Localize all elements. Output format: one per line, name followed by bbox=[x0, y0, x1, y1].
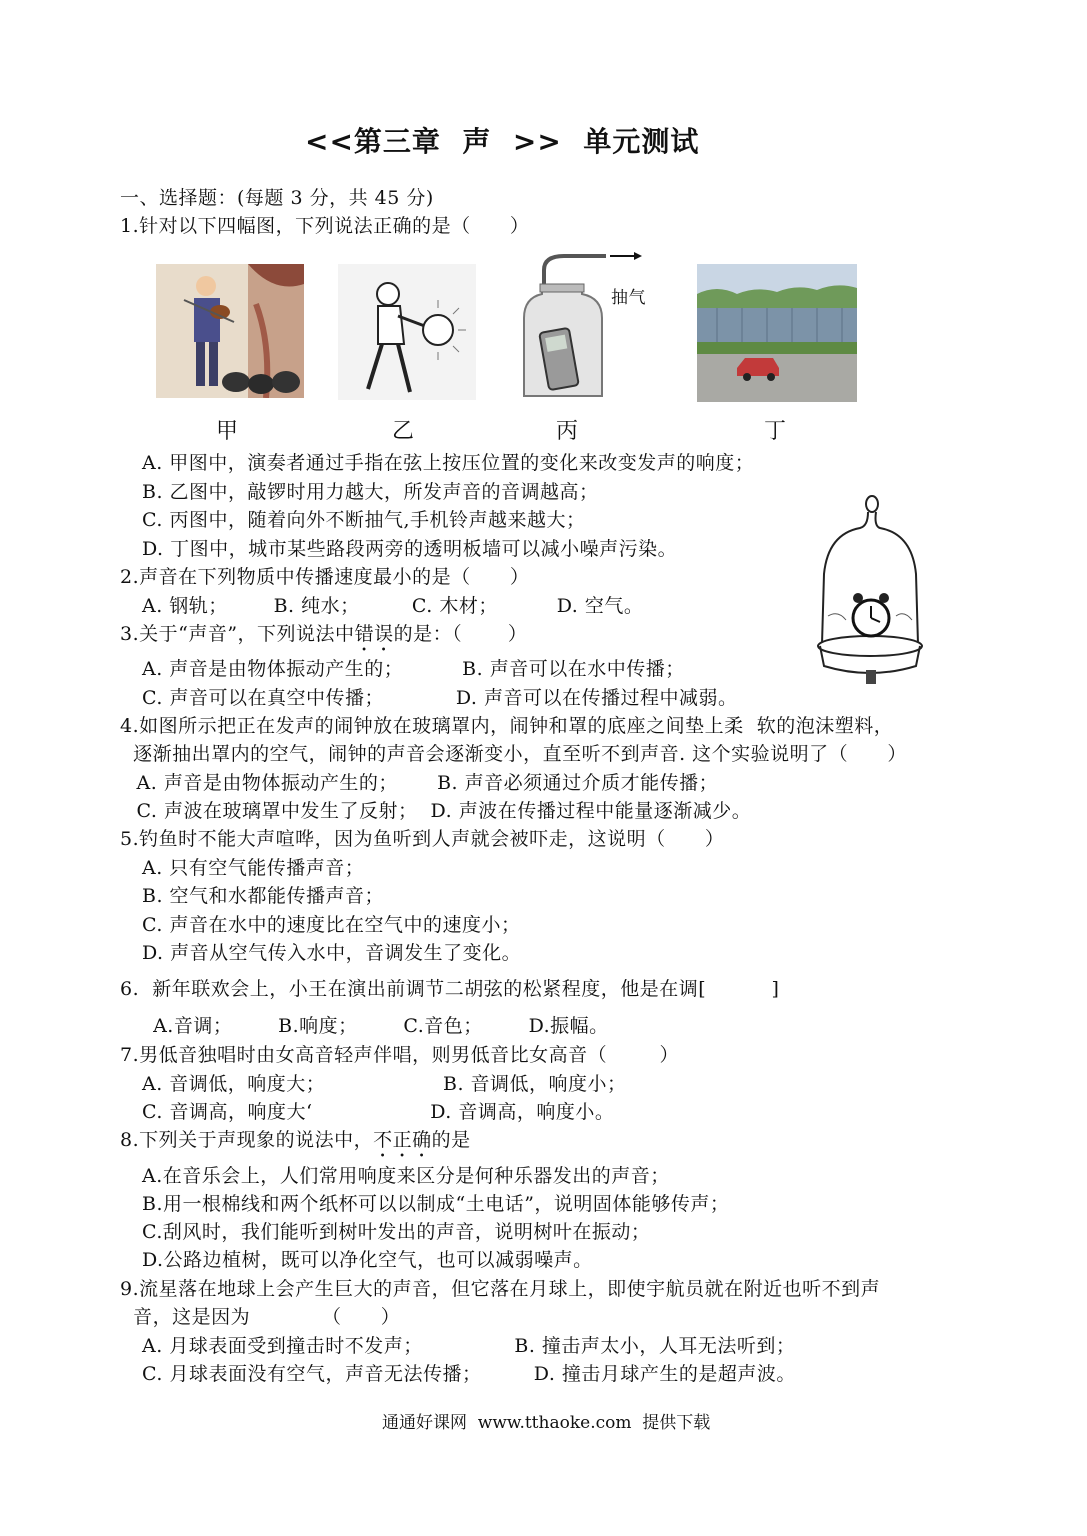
caption-yi: 乙 bbox=[392, 419, 415, 444]
question-8-option-d: D.公路边植树，既可以净化空气，也可以减弱噪声。 bbox=[142, 1249, 593, 1271]
question-9-options-cd: C. 月球表面没有空气，声音无法传播； D. 撞击月球产生的是超声波。 bbox=[142, 1363, 796, 1385]
caption-jia: 甲 bbox=[216, 419, 239, 444]
question-9-stem-line2: 音，这是因为 （ ） bbox=[120, 1306, 401, 1328]
question-3-emphasis: 错误 bbox=[354, 623, 394, 645]
question-8-option-c: C.刮风时，我们能听到树叶发出的声音，说明树叶在振动； bbox=[142, 1221, 651, 1243]
question-8-option-b: B.用一根棉线和两个纸杯可以以制成“土电话”，说明固体能够传声； bbox=[142, 1193, 730, 1215]
question-8-stem-post: 的是 bbox=[431, 1129, 471, 1151]
question-4-options-ab: A. 声音是由物体振动产生的； B. 声音必须通过介质才能传播； bbox=[130, 772, 719, 794]
question-6-options: A.音调； B.响度； C.音色； D.振幅。 bbox=[140, 1015, 609, 1037]
question-1-option-d: D. 丁图中，城市某些路段两旁的透明板墙可以减小噪声污染。 bbox=[142, 538, 678, 560]
caption-bing: 丙 bbox=[556, 419, 579, 444]
question-4-stem-line1: 4.如图所示把正在发声的闹钟放在玻璃罩内，闹钟和罩的底座之间垫上柔 软的泡沫塑料， bbox=[120, 715, 894, 737]
caption-ding: 丁 bbox=[764, 419, 787, 444]
page-title: <<第三章 声 >> 单元测试 bbox=[305, 125, 700, 158]
question-3-stem-pre: 3.关于“声音”，下列说法中 bbox=[120, 623, 355, 645]
question-9-options-ab: A. 月球表面受到撞击时不发声； B. 撞击声太小，人耳无法听到； bbox=[142, 1335, 796, 1357]
question-5-option-c: C. 声音在水中的速度比在空气中的速度小； bbox=[142, 914, 521, 936]
question-3-stem bbox=[120, 622, 527, 656]
question-6-stem: 6. 新年联欢会上，小王在演出前调节二胡弦的松紧程度，他是在调[ ] bbox=[120, 978, 780, 1000]
question-5-option-d: D. 声音从空气传入水中，音调发生了变化。 bbox=[142, 942, 522, 964]
question-5-stem: 5.钓鱼时不能大声喧哗，因为鱼听到人声就会被吓走，这说明（ ） bbox=[120, 828, 725, 850]
section-heading: 一、选择题：(每题 3 分，共 45 分) bbox=[120, 187, 434, 209]
question-4-options-cd: C. 声波在玻璃罩中发生了反射； D. 声波在传播过程中能量逐渐减少。 bbox=[130, 800, 752, 822]
question-3-options-cd: C. 声音可以在真空中传播； D. 声音可以在传播过程中减弱。 bbox=[142, 687, 738, 709]
question-8-emphasis: 不正确 bbox=[373, 1129, 432, 1151]
question-1-stem: 1.针对以下四幅图，下列说法正确的是（ ） bbox=[120, 215, 530, 237]
violinist-image bbox=[156, 264, 304, 398]
question-2-options: A. 钢轨； B. 纯水； C. 木材； D. 空气。 bbox=[142, 595, 644, 617]
pump-label: 抽气 bbox=[611, 288, 646, 308]
question-2-stem: 2.声音在下列物质中传播速度最小的是（ ） bbox=[120, 566, 530, 588]
question-5-option-a: A. 只有空气能传播声音； bbox=[142, 857, 365, 879]
question-9-stem-line1: 9.流星落在地球上会产生巨大的声音，但它落在月球上，即使宇航员就在附近也听不到声 bbox=[120, 1278, 881, 1300]
question-1-option-c: C. 丙图中，随着向外不断抽气,手机铃声越来越大； bbox=[142, 509, 586, 531]
page-footer: 通通好课网 www.tthaoke.com 提供下载 bbox=[382, 1413, 711, 1433]
question-8-stem-pre: 8.下列关于声现象的说法中， bbox=[120, 1129, 374, 1151]
question-1-option-b: B. 乙图中，敲锣时用力越大，所发声音的音调越高； bbox=[142, 481, 599, 503]
question-8-stem bbox=[120, 1128, 471, 1162]
question-7-options-cd: C. 音调高，响度大‘ D. 音调高，响度小。 bbox=[142, 1101, 615, 1123]
question-1-option-a: A. 甲图中，演奏者通过手指在弦上按压位置的变化来改变发声的响度； bbox=[142, 452, 755, 474]
bell-jar-phone-image bbox=[514, 246, 664, 404]
noise-barrier-road-image bbox=[697, 264, 857, 402]
question-8-option-a: A.在音乐会上，人们常用响度来区分是何种乐器发出的声音； bbox=[142, 1165, 670, 1187]
question-5-option-b: B. 空气和水都能传播声音； bbox=[142, 885, 385, 907]
bell-jar-alarm-clock-image bbox=[810, 494, 930, 694]
gong-striker-image bbox=[338, 264, 476, 400]
question-7-stem: 7.男低音独唱时由女高音轻声伴唱，则男低音比女高音（ ） bbox=[120, 1044, 679, 1066]
question-4-stem-line2: 逐渐抽出罩内的空气，闹钟的声音会逐渐变小，直至听不到声音. 这个实验说明了（ ） bbox=[120, 743, 907, 765]
question-3-stem-post: 的是：（ ） bbox=[393, 623, 528, 645]
question-7-options-ab: A. 音调低，响度大； B. 音调低，响度小； bbox=[142, 1073, 627, 1095]
question-3-options-ab: A. 声音是由物体振动产生的； B. 声音可以在水中传播； bbox=[142, 658, 685, 680]
